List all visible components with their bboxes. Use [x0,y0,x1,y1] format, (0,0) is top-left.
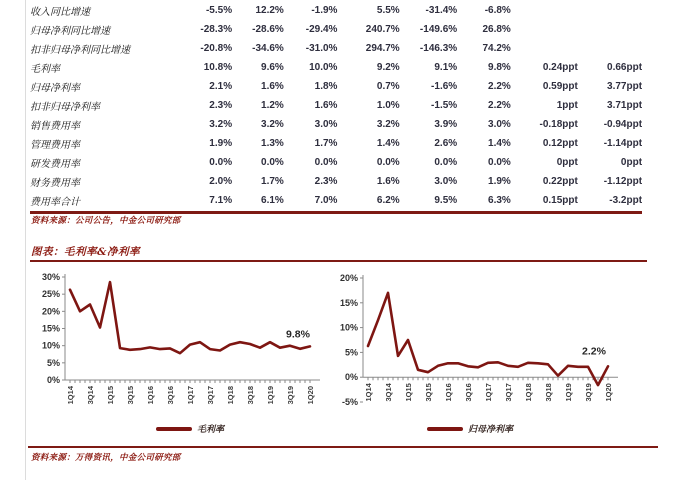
x-axis-tick-label: 1Q20 [306,386,315,405]
row-value: 0.0% [434,157,458,169]
x-axis-tick-label: 3Q18 [544,383,553,402]
row-value: 0.0% [314,157,338,169]
x-axis-tick-label: 3Q17 [504,383,513,402]
row-value: -28.6% [252,24,284,36]
row-value: 6.1% [261,195,284,207]
table-row [30,39,642,58]
x-axis-tick-label: 3Q15 [126,386,135,405]
x-axis-tick-label: 3Q15 [424,383,433,402]
series-line [70,282,310,353]
row-value: 7.1% [209,195,233,207]
row-value: 240.7% [365,24,400,36]
row-label: 收入同比增速 [30,7,90,19]
y-axis-tick-label: 0% [344,372,358,383]
figure-title: 图表：毛利率&净利率 [31,246,140,258]
x-axis-tick-label: 1Q18 [524,383,533,402]
row-value: 1.6% [314,100,338,112]
x-axis-tick-label: 1Q19 [266,386,275,405]
last-value-annotation: 2.2% [582,345,606,358]
x-axis-tick-label: 3Q14 [86,386,95,405]
gross-margin-chart [28,267,350,419]
row-label: 财务费用率 [30,178,80,190]
row-value: -5.5% [205,5,233,17]
x-axis-tick-label: 3Q17 [206,386,215,405]
row-value: 9.1% [434,62,458,74]
financial-table [30,1,642,214]
row-value: -1.6% [431,81,458,93]
row-value: 0.12ppt [542,138,578,150]
row-value: 1.3% [261,138,284,150]
row-value: 1.4% [488,138,511,150]
row-value: 1.4% [376,138,400,150]
row-label: 费用率合计 [30,197,80,209]
row-value: 9.2% [376,62,400,74]
row-value: 2.1% [209,81,233,93]
figure-source-note: 资料来源：万得资讯，中金公司研究部 [31,453,181,463]
x-axis-tick-label: 3Q14 [384,383,393,402]
legend-line-swatch [156,427,192,431]
row-label: 管理费用率 [30,140,80,152]
table-row [30,134,642,153]
row-value: 1.6% [376,176,400,188]
row-value: 1.7% [314,138,338,150]
y-axis-tick-label: 5% [46,357,60,368]
x-axis-tick-label: 1Q14 [364,383,373,402]
row-value: 0.0% [376,157,400,169]
figure-title-rule [30,260,647,262]
row-value: -28.3% [200,24,233,36]
row-label: 研发费用率 [30,159,80,171]
table-source-note: 资料来源：公司公告，中金公司研究部 [31,216,181,226]
row-label: 毛利率 [30,64,60,76]
table-row [30,96,642,115]
y-axis-tick-label: 5% [344,347,358,358]
row-label: 扣非归母净利同比增速 [30,45,130,57]
row-value: 0ppt [556,157,578,169]
row-value: 26.8% [482,24,511,36]
x-axis-tick-label: 1Q14 [66,386,75,405]
row-value: 0.24ppt [542,62,578,74]
row-value: 0.66ppt [607,62,643,74]
row-value: 0.59ppt [542,81,578,93]
row-value: 3.0% [434,176,458,188]
row-value: -29.4% [305,24,338,36]
row-value: 0.0% [488,157,511,169]
gross-margin-legend [30,422,350,435]
row-value: 0.22ppt [542,176,578,188]
row-value: -20.8% [200,43,233,55]
legend-label: 归母净利率 [467,425,513,435]
x-axis-tick-label: 1Q20 [604,383,613,402]
row-value: -31.4% [425,5,458,17]
row-value: 2.3% [314,176,338,188]
row-value: 0.0% [261,157,284,169]
row-value: -31.0% [305,43,338,55]
row-value: 6.3% [488,195,511,207]
row-value: -146.3% [419,43,458,55]
row-value: -1.12ppt [603,176,643,188]
table-row [30,20,642,39]
row-value: 12.2% [255,5,284,17]
row-value: 1.2% [261,100,284,112]
x-axis-tick-label: 3Q16 [464,383,473,402]
row-value: -1.14ppt [603,138,643,150]
table-row [30,58,642,77]
row-value: 9.5% [434,195,458,207]
row-value: 10.0% [309,62,338,74]
row-value: 2.2% [488,81,511,93]
y-axis-tick-label: 10% [339,322,358,333]
y-axis-tick-label: 20% [339,273,358,283]
row-value: 3.2% [376,119,400,131]
x-axis-tick-label: 3Q19 [584,383,593,402]
row-value: 0.7% [376,81,400,93]
row-value: 1ppt [556,100,578,112]
row-value: 3.0% [488,119,511,131]
row-value: 9.6% [261,62,284,74]
x-axis-tick-label: 1Q16 [146,386,155,405]
y-axis-tick-label: 30% [41,272,60,282]
row-value: 7.0% [314,195,338,207]
y-axis-tick-label: 0% [46,375,60,385]
row-label: 销售费用率 [30,121,80,133]
x-axis-tick-label: 3Q19 [286,386,295,405]
row-value: 1.8% [314,81,338,93]
row-label: 归母净利同比增速 [30,26,110,38]
y-axis-tick-label: 15% [41,323,60,334]
row-value: 74.2% [482,43,511,55]
row-value: 0.15ppt [542,195,578,207]
net-margin-legend [330,422,610,435]
last-value-annotation: 9.8% [286,328,310,341]
row-value: 6.2% [376,195,400,207]
x-axis-tick-label: 1Q17 [484,383,493,402]
row-value: 3.77ppt [607,81,643,93]
table-row [30,115,642,134]
legend-line-swatch [427,427,463,431]
row-value: 2.2% [488,100,511,112]
x-axis-tick-label: 1Q15 [106,386,115,405]
net-margin-chart [322,267,662,419]
figure-bottom-rule [28,446,658,448]
row-value: 2.0% [209,176,233,188]
row-value: 3.2% [261,119,284,131]
x-axis-tick-label: 1Q17 [186,386,195,405]
row-value: 1.6% [261,81,284,93]
row-value: -34.6% [252,43,284,55]
row-value: -6.8% [484,5,511,17]
row-value: 1.9% [488,176,511,188]
row-value: 2.6% [434,138,458,150]
row-value: 1.9% [209,138,233,150]
row-value: 3.0% [314,119,338,131]
y-axis-tick-label: 20% [41,306,60,317]
x-axis-tick-label: 1Q16 [444,383,453,402]
legend-label: 毛利率 [196,425,224,435]
row-value: 3.9% [434,119,458,131]
table-row [30,172,642,191]
table-row [30,77,642,96]
row-value: 5.5% [376,5,400,17]
series-line [368,293,608,385]
row-label: 归母净利率 [30,83,80,95]
table-row [30,1,642,20]
row-value: -0.94ppt [603,119,643,131]
y-axis-tick-label: 10% [41,340,60,351]
table-row [30,191,642,210]
row-value: 1.0% [376,100,400,112]
row-value: -3.2ppt [609,195,643,207]
row-value: 10.8% [203,62,233,74]
x-axis-tick-label: 1Q19 [564,383,573,402]
x-axis-tick-label: 3Q18 [246,386,255,405]
row-value: 294.7% [365,43,400,55]
row-value: -1.9% [311,5,338,17]
row-label: 扣非归母净利率 [30,102,100,114]
row-value: 1.7% [261,176,284,188]
y-axis-tick-label: -5% [341,397,358,407]
row-value: 3.2% [209,119,233,131]
x-axis-tick-label: 1Q15 [404,383,413,402]
row-value: 3.71ppt [607,100,643,112]
table-row [30,153,642,172]
row-value: 9.8% [488,62,511,74]
x-axis-tick-label: 1Q18 [226,386,235,405]
row-value: -0.18ppt [539,119,578,131]
row-value: -149.6% [419,24,458,36]
row-value: 0ppt [620,157,643,169]
y-axis-tick-label: 15% [339,297,358,308]
y-axis-tick-label: 25% [41,289,60,300]
row-value: -1.5% [431,100,458,112]
row-value: 0.0% [209,157,233,169]
x-axis-tick-label: 3Q16 [166,386,175,405]
page-edge-line [25,0,26,480]
row-value: 2.3% [209,100,233,112]
